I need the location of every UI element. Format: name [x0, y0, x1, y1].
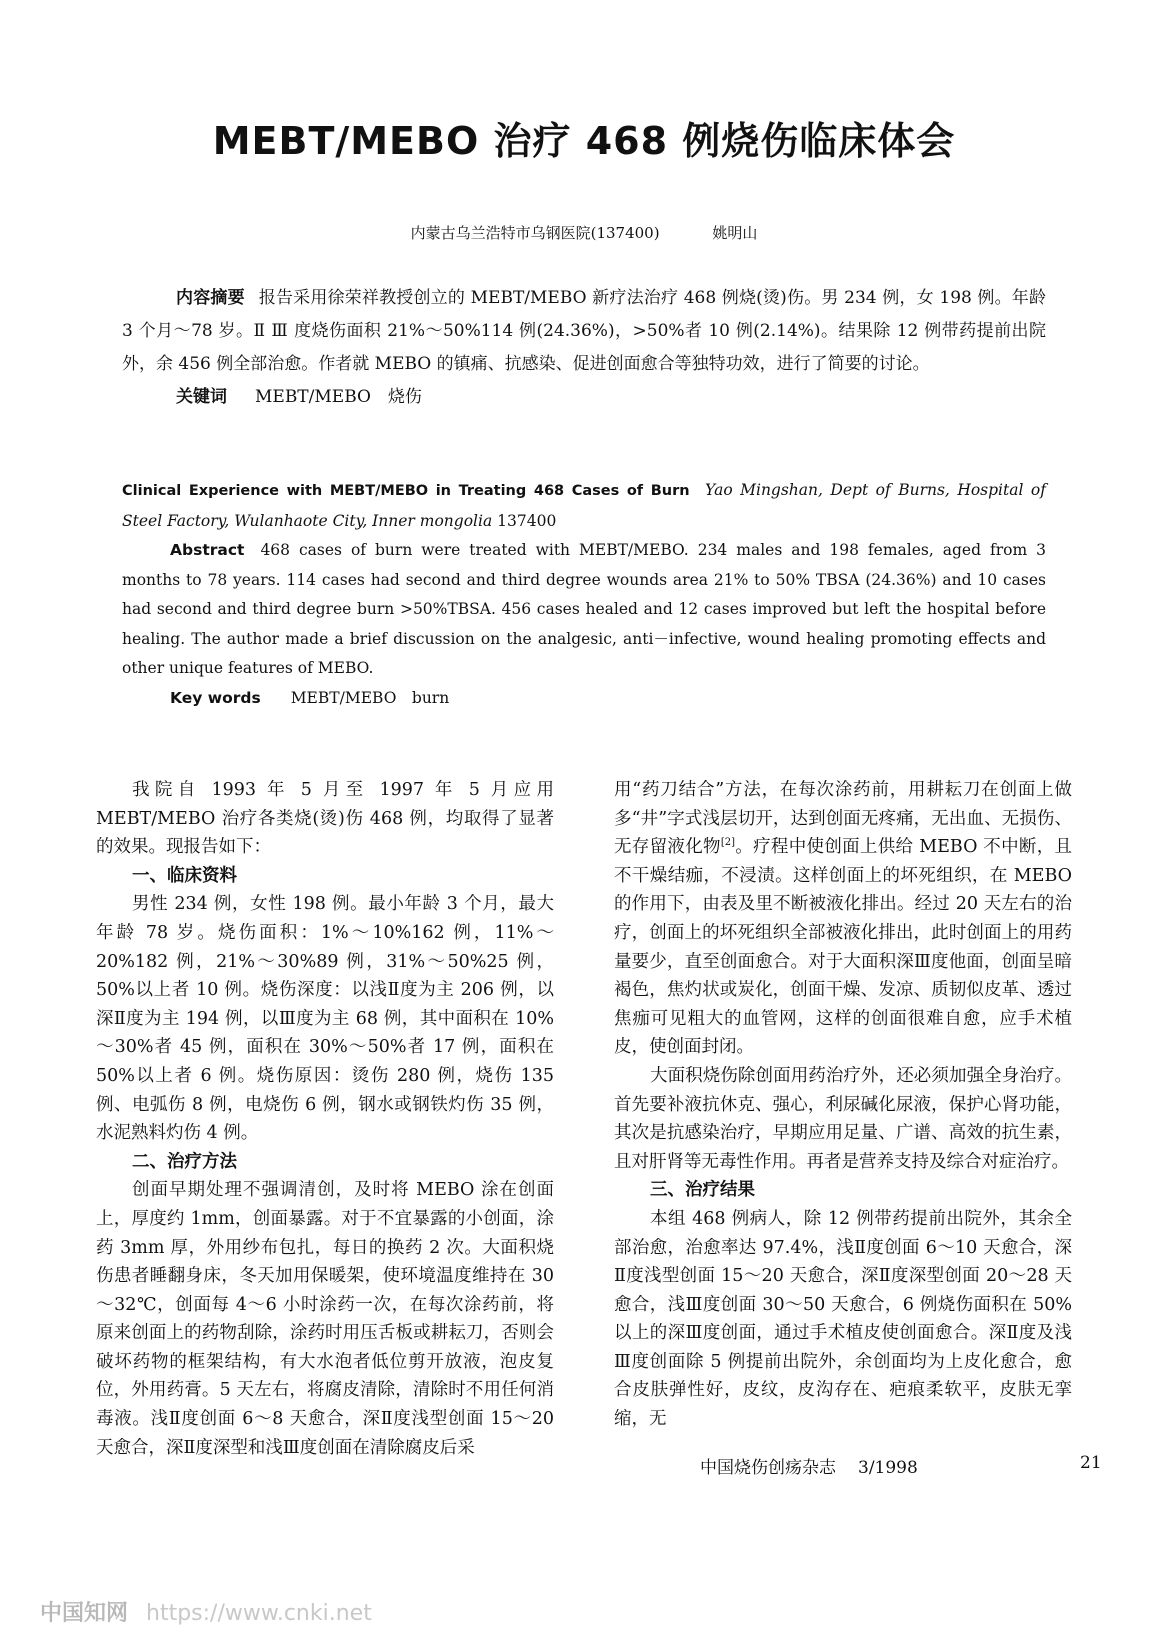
english-author: Yao Mingshan, Dept of	[705, 481, 891, 499]
intro-paragraph: 我院自 1993 年 5 月至 1997 年 5 月应用 MEBT/MEBO 治疗各类烧(烫)伤 468 例，均取得了显著的效果。现报告如下：	[96, 780, 554, 858]
watermark-url: https://www.cnki.net	[146, 1601, 372, 1626]
section-heading-treatment: 二、治疗方法	[132, 1151, 237, 1172]
english-abstract	[122, 476, 1046, 713]
journal-issue: 3/1998	[858, 1458, 918, 1478]
watermark-logo: 中国知网	[40, 1601, 129, 1626]
cnki-watermark	[40, 1596, 372, 1627]
affiliation: 内蒙古乌兰浩特市乌钢医院(137400)	[410, 224, 660, 242]
english-postcode: 137400	[497, 511, 557, 530]
author: 姚明山	[712, 224, 758, 242]
page-footer	[700, 1453, 1102, 1478]
chinese-abstract	[122, 282, 1046, 414]
reference-marker: [2]	[720, 837, 735, 849]
english-keywords-label: Key words	[170, 688, 261, 707]
systemic-treatment-paragraph: 大面积烧伤除创面用药治疗外，还必须加强全身治疗。首先要补液抗休克、强心，利尿碱化尿液，保护心肾功能，其次是抗感染治疗，早期应用足量、广谱、高效的抗生素，且对肝肾等无毒性作用。再者是营养支持及综合对症治疗。	[614, 1065, 1072, 1172]
page-number: 21	[1080, 1453, 1102, 1473]
english-abstract-label: Abstract	[170, 541, 245, 559]
treatment-continued-text-2: 。疗程中使创面上供给 MEBO 不中断，且不干燥结痂，不浸渍。这样创面上的坏死组织，在 MEBO 的作用下，由表及里不断被液化排出。经过 20 天左右的治疗，创面上的坏死组织全部被液化排出，此时创面上的用药量要少，直至创面愈合。对于大面积深Ⅲ度他面，创面呈暗褐色，焦灼状或炭化，创面干燥、发凉、质韧似皮革、透过焦痂可见粗大的血管网，这样的创面很难自愈，应手术植皮，使创面封闭。	[614, 837, 1073, 1058]
body-column-left	[96, 776, 554, 1462]
english-abstract-text: 468 cases of burn were treated with MEBT/MEBO. 234 males and 198 females, aged from 3 months to 78 years. 114 cases had second and third degree wounds area 21% to 50% TBSA (24.36%) and 10 cases had second and third degree burn >50%TBSA. 456 cases healed and 12 cases improved but left the hospital before healing. The author made a brief discussion on the analgesic, anti－infective, wound healing promoting effects and other unique features of MEBO.	[122, 541, 1046, 677]
body-column-right	[614, 776, 1072, 1434]
english-keywords: MEBT/MEBO burn	[290, 688, 450, 707]
english-affiliation: Burns, Hospital of Steel Factory, Wulanhaote City, Inner mongolia	[122, 481, 1046, 530]
journal-name: 中国烧伤创疡杂志	[700, 1458, 836, 1478]
keywords: MEBT/MEBO 烧伤	[255, 387, 422, 407]
abstract-text: 报告采用徐荣祥教授创立的 MEBT/MEBO 新疗法治疗 468 例烧(烫)伤。男 234 例，女 198 例。年龄 3 个月～78 岁。Ⅱ Ⅲ 度烧伤面积 21%～50%114 例(24.36%)，>50%者 10 例(2.14%)。结果除 12 例带药提前出院外，余 456 例全部治愈。作者就 MEBO 的镇痛、抗感染、促进创面愈合等独特功效，进行了简要的讨论。	[122, 288, 1046, 374]
keywords-label: 关键词	[176, 387, 227, 407]
section-heading-results: 三、治疗结果	[650, 1180, 755, 1201]
abstract-heading: 内容摘要	[176, 288, 245, 308]
results-paragraph: 本组 468 例病人，除 12 例带药提前出院外，其余全部治愈，治愈率达 97.4%，浅Ⅱ度创面 6～10 天愈合，深Ⅱ度浅型创面 15～20 天愈合，深Ⅱ度深型创面 20～28 天愈合，浅Ⅲ度创面 30～50 天愈合，6 例烧伤面积在 50%以上的深Ⅲ度创面，通过手术植皮使创面愈合。深Ⅱ度及浅Ⅲ度创面除 5 例提前出院外，余创面均为上皮化愈合，愈合皮肤弹性好，皮纹，皮沟存在、疤痕柔软平，皮肤无挛缩，无	[614, 1208, 1072, 1430]
english-title: Clinical Experience with MEBT/MEBO in Treating 468 Cases of Burn	[122, 483, 690, 499]
section-heading-clinical-data: 一、临床资料	[132, 865, 237, 886]
treatment-paragraph-continued	[614, 776, 1072, 1062]
treatment-continued-text: 用“药刀结合”方法，在每次涂药前，用耕耘刀在创面上做多“井”字式浅层切开，达到创面无疼痛，无出血、无损伤、无存留液化物	[614, 780, 1072, 858]
page-title: MEBT/MEBO 治疗 468 例烧伤临床体会	[212, 119, 956, 163]
treatment-paragraph: 创面早期处理不强调清创，及时将 MEBO 涂在创面上，厚度约 1mm，创面暴露。对于不宜暴露的小创面，涂药 3mm 厚，外用纱布包扎，每日的换药 2 次。大面积烧伤患者睡翻身床，冬天加用保暖架，使环境温度维持在 30～32℃，创面每 4～6 小时涂药一次，在每次涂药前，将原来创面上的药物刮除，涂药时用压舌板或耕耘刀，否则会破坏药物的框架结构，有大水泡者低位剪开放液，泡皮复位，外用药膏。5 天左右，将腐皮清除，清除时不用任何消毒液。浅Ⅱ度创面 6～8 天愈合，深Ⅱ度浅型创面 15～20 天愈合，深Ⅱ度深型和浅Ⅲ度创面在清除腐皮后采	[96, 1180, 554, 1458]
clinical-data-paragraph: 男性 234 例，女性 198 例。最小年龄 3 个月，最大年龄 78 岁。烧伤面积：1%～10%162 例，11%～20%182 例，21%～30%89 例，31%～50%25 例，50%以上者 10 例。烧伤深度：以浅Ⅱ度为主 206 例，以深Ⅱ度为主 194 例，以Ⅲ度为主 68 例，其中面积在 10%～30%者 45 例，面积在 30%～50%者 17 例，面积在 50%以上者 6 例。烧伤原因：烫伤 280 例，烧伤 135 例、电弧伤 8 例，电烧伤 6 例，钢水或钢铁灼伤 35 例，水泥熟料灼伤 4 例。	[96, 894, 554, 1144]
affiliation-line	[0, 222, 1168, 243]
